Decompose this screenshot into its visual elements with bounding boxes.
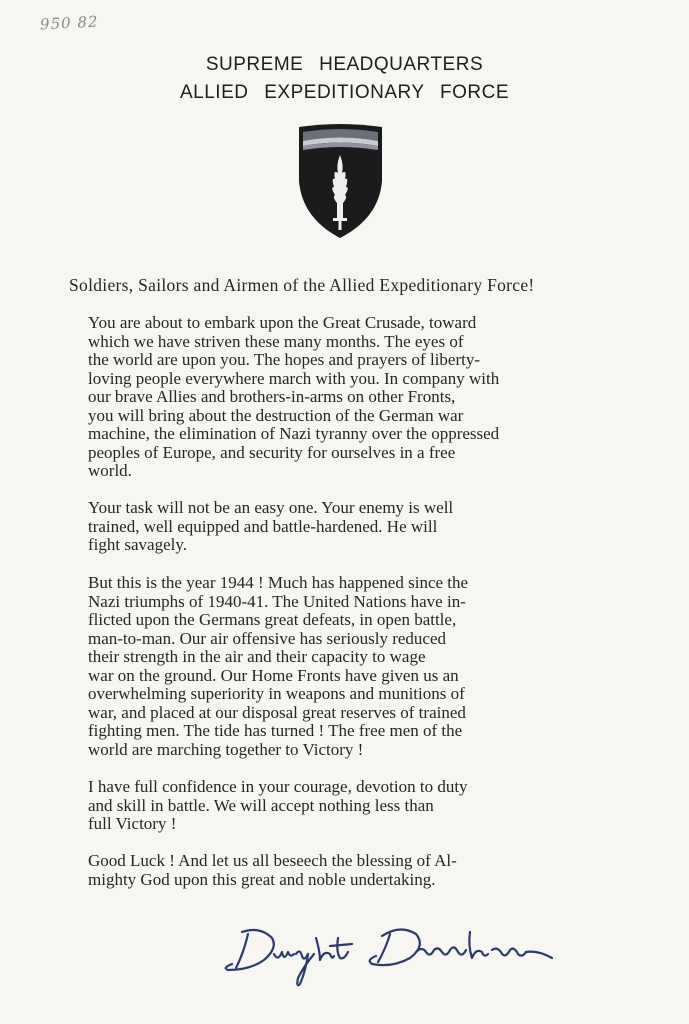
paragraph-line: trained, well equipped and battle-hardened. He will [88,516,438,536]
paragraph-4 [88,778,558,834]
paragraph-line: loving people everywhere march with you. In company with [88,368,500,388]
paragraph-line: world. [88,461,132,480]
shaef-insignia-icon [297,123,384,240]
paragraph-line: the world are upon you. The hopes and prayers of liberty- [88,350,480,369]
paragraph-line: man-to-man. Our air offensive has seriously reduced [88,628,446,648]
paragraph-line: their strength in the air and their capacity to wage [88,647,426,666]
handwritten-signature [220,918,556,990]
paragraph-line: flicted upon the Germans great defeats, in open battle, [88,610,457,629]
header-title-line-1: SUPREME HEADQUARTERS [205,54,484,75]
paragraph-line: mighty God upon this great and noble undertaking. [88,869,436,889]
paragraph-line: war on the ground. Our Home Fronts have given us an [88,665,459,685]
paragraph-line: overwhelming superiority in weapons and munitions of [88,684,465,703]
paragraph-2 [88,499,558,555]
paragraph-line: our brave Allies and brothers-in-arms on other Fronts, [88,387,456,406]
paragraph-line: You are about to embark upon the Great Crusade, toward [88,313,477,332]
paragraph-line: But this is the year 1944 ! Much has happened since the [88,573,469,592]
paragraph-line: world are marching together to Victory ! [88,739,364,759]
salutation: Soldiers, Sailors and Airmen of the Allied Expeditionary Force! [69,275,535,295]
paragraph-1 [88,314,558,481]
paragraph-line: you will bring about the destruction of the German war [88,405,464,425]
paragraph-line: Your task will not be an easy one. Your enemy is well [88,498,454,517]
paragraph-line: which we have striven these many months. The eyes of [88,331,464,351]
paragraph-line: machine, the elimination of Nazi tyranny over the oppressed [88,424,500,443]
paragraph-line: Nazi triumphs of 1940-41. The United Nations have in- [88,591,466,611]
paragraph-line: fighting men. The tide has turned ! The free men of the [88,721,463,740]
paragraph-3 [88,574,558,759]
paragraph-line: war, and placed at our disposal great reserves of trained [88,702,466,722]
paragraph-line: Good Luck ! And let us all beseech the blessing of Al- [88,851,457,870]
paragraph-line: full Victory ! [88,814,177,833]
paragraph-line: and skill in battle. We will accept nothing less than [88,795,434,815]
pencil-inventory-note: 950 82 [39,12,99,34]
paragraph-line: I have full confidence in your courage, devotion to duty [88,777,468,796]
header-title-line-2: ALLIED EXPEDITIONARY FORCE [180,82,509,103]
paragraph-line: fight savagely. [88,535,187,554]
paragraph-line: peoples of Europe, and security for ourselves in a free [88,442,456,462]
paragraph-5 [88,852,558,889]
